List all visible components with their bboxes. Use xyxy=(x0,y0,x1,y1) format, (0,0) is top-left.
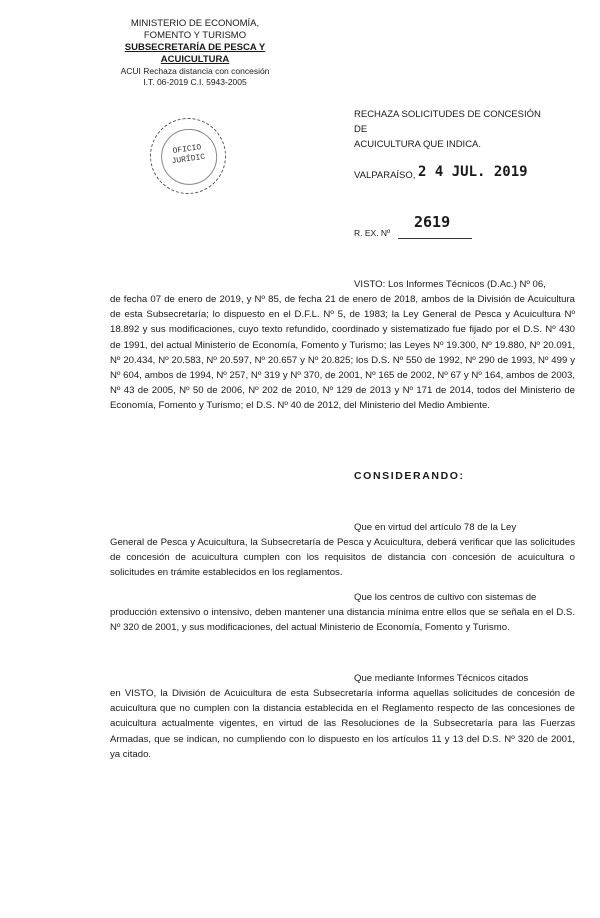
considerando-3-first-line: Que mediante Informes Técnicos citados xyxy=(354,673,529,684)
subject-line-2: ACUICULTURA QUE INDICA. xyxy=(354,139,482,150)
subsecretaria-line: SUBSECRETARÍA DE PESCA Y ACUICULTURA xyxy=(124,42,266,65)
reference-line-1: ACUI Rechaza distancia con concesión xyxy=(120,66,270,76)
visto-first-line: VISTO: Los Informes Técnicos (D.Ac.) Nº 06, xyxy=(354,279,546,290)
stamp-line-1: OFICIO xyxy=(172,143,202,157)
stamp-seal xyxy=(145,113,231,199)
reference-line-2: I.T. 06-2019 C.I. 5943-2005 xyxy=(143,77,247,87)
visto-paragraph: de fecha 07 de enero de 2019, y Nº 85, de fecha 21 de enero de 2018, ambos de la División de Acuicultura de esta Subsecretaría; lo dispuesto en el D.F.L. Nº 5, de 1983; la Ley General de Pesca y Acuicultura Nº 18.892 y sus modificaciones, cuyo texto refundido, coordinado y sistematizado fue fijado por el D.S. Nº 430 de 1991, del actual Ministerio de Economía, Fomento y Turismo; las Leyes Nº 19.300, Nº 19.880, Nº 20.091, Nº 20.434, Nº 20.583, Nº 20.597, Nº 20.657 y Nº 20.825; los D.S. Nº 550 de 1992, Nº 290 de 1993, Nº 499 y Nº 604, ambos de 1994, Nº 257, Nº 319 y Nº 370, de 2001, Nº 165 de 2002, Nº 67 y Nº 164, ambos de 2003, Nº 43 de 2005, Nº 50 de 2006, Nº 202 de 2010, Nº 129 de 2013 y Nº 171 de 2014, todos del Ministerio de Economía, Fomento y Turismo; el D.S. Nº 40 de 2012, del Ministerio del Medio Ambiente. xyxy=(110,294,575,412)
place-label: VALPARAÍSO, xyxy=(354,170,416,181)
considerando-1-paragraph: General de Pesca y Acuicultura, la Subsecretaría de Pesca y Acuicultura, deberá verificar que las solicitudes de concesión de acuicultura cumplen con los requisitos de distancia con concesión de acuicultura o solicitudes en trámite establecidos en los reglamentos. xyxy=(110,537,575,579)
ministry-line-1: MINISTERIO DE ECONOMÍA, xyxy=(130,18,260,29)
resolution-label: R. EX. Nº xyxy=(354,228,391,238)
date-stamp: 2 4 JUL. 2019 xyxy=(418,164,528,180)
place-date xyxy=(354,164,554,186)
ministry-header xyxy=(100,18,290,88)
considerando-heading: CONSIDERANDO: xyxy=(354,470,465,482)
considerando-2-paragraph: producción extensivo o intensivo, deben mantener una distancia mínima entre ellos que se señala en el D.S. Nº 320 de 2001, y sus modificaciones, del actual Ministerio de Economía, Fomento y Turismo. xyxy=(110,607,575,634)
resolution-number-value: 2619 xyxy=(414,213,451,231)
considerando-2-first-line: Que los centros de cultivo con sistemas de xyxy=(354,592,537,603)
resolution-number xyxy=(354,213,514,241)
considerando-3-paragraph: en VISTO, la División de Acuicultura de esta Subsecretaría informa aquellas solicitudes de concesión de acuicultura que no cumplen con la distancia establecida en el Reglamento respecto de las concesiones de acuicultura actualmente vigentes, en virtud de las Resoluciones de la Subsecretaría para las Fuerzas Armadas, que se indican, no cumpliendo con lo dispuesto en los artículos 11 y 13 del D.S. Nº 320 de 2001, ya citado. xyxy=(110,688,575,760)
subject-line-1: RECHAZA SOLICITUDES DE CONCESIÓN DE xyxy=(354,109,541,135)
ministry-line-2: FOMENTO Y TURISMO xyxy=(143,30,247,41)
subject xyxy=(354,107,554,152)
resolution-underline xyxy=(398,238,472,239)
considerando-1-first-line: Que en virtud del artículo 78 de la Ley xyxy=(354,522,517,533)
stamp-line-2: JURÍDIC xyxy=(171,152,206,167)
